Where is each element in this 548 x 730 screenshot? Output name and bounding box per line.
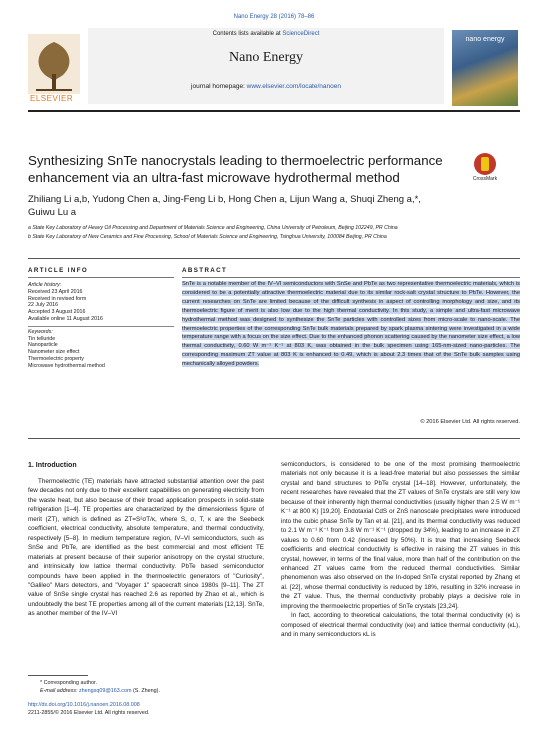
abstract-body — [182, 280, 520, 369]
issn-line: 2211-2855/© 2016 Elsevier Ltd. All rights reserved. — [28, 709, 150, 716]
keywords-label: Keywords: — [28, 328, 53, 335]
crossmark-icon — [474, 153, 496, 175]
abstract-text[interactable]: SnTe is a notable member of the IV–VI semiconductors with SnSe and PbTe as two representative thermoelectric materials, which is considered to be a potentially attractive thermoelectric material due to its similar rock-salt crystal structure to PbTe. However, the current researches on SnTe are limited because of the difficult synthesis in aspect of controlling morphology and size, and its thermoelectric figure of merit is also low due to the high thermal conductivity. In this study, a simple and ultra-fast microwave hydrothermal method was designed to synthesize the SnTe particles with controlled sizes from micro-scale to nano-scale. The thermoelectric properties of the corresponding SnTe bulk materials prepared by spark plasma sintering were investigated in a wide temperature range with a focus on the size effect. Due to the enhanced phonon scattering caused by the nanometer size effect, a low thermal conductivity, 0.60 W m⁻¹ K⁻¹ at 803 K, was obtained in the bulk specimen using 165-nm-sized nano-particles. The corresponding maximum ZT value at 803 K is enhanced to 0.49, which is about 2.3 times that of the SnTe bulk samples using mechanically alloyed powders. — [182, 281, 520, 368]
doi-link[interactable]: http://dx.doi.org/10.1016/j.nanoen.2016.08.008 — [28, 702, 140, 708]
sciencedirect-link[interactable]: ScienceDirect — [282, 31, 320, 37]
article-title: Synthesizing SnTe nanocrystals leading to thermoelectric performance enhancement via an ultra-fast microwave hydrothermal method — [28, 153, 443, 185]
crossmark-badge[interactable] — [470, 153, 500, 182]
cover-title: nano energy — [465, 36, 505, 43]
history-item: Received in revised form — [28, 295, 87, 302]
keyword[interactable]: Nanometer size effect — [28, 349, 80, 356]
section-heading-introduction: 1. Introduction — [28, 462, 77, 469]
email-link[interactable]: zhengsq09@163.com — [78, 687, 132, 694]
footnote — [40, 680, 260, 696]
authors-line-2[interactable]: Guiwu Lu a — [28, 207, 77, 218]
affiliations — [28, 224, 508, 241]
history-item: 22 July 2016 — [28, 302, 59, 309]
divider — [28, 277, 174, 278]
keyword[interactable]: Nanoparticle — [28, 342, 58, 349]
divider — [182, 277, 520, 278]
crossmark-label: CrossMark — [472, 176, 498, 182]
corresponding-author-note: * Corresponding author. — [40, 680, 97, 686]
article-info — [28, 282, 174, 370]
footnote-divider — [28, 675, 88, 676]
affiliation-a: a State Key Laboratory of Heavy Oil Processing and Department of Materials Science and Engineering, China University of Petroleum, Beijing 102249, PR China — [28, 225, 398, 231]
history-label: Article history: — [28, 282, 62, 288]
article-info-heading: ARTICLE INFO — [28, 267, 89, 274]
keyword[interactable]: Microwave hydrothermal method — [28, 362, 105, 369]
journal-header-box — [88, 28, 444, 104]
journal-masthead — [28, 28, 520, 112]
abstract-heading: ABSTRACT — [182, 267, 228, 274]
elsevier-tree-logo-icon — [28, 34, 80, 94]
keyword[interactable]: Tin telluride — [28, 335, 56, 342]
contents-line — [88, 31, 444, 37]
copyright-notice: © 2016 Elsevier Ltd. All rights reserved. — [420, 419, 520, 425]
journal-cover-thumbnail[interactable] — [452, 30, 518, 106]
author-list — [28, 193, 508, 219]
body-column-right — [281, 460, 520, 640]
paragraph: semiconductors, is considered to be one of the most promising thermoelectric materials not only because it is a lead-free material but also possesses the similar crystal and band structures to PbTe crystal [14–18]. However, unfortunately, the recent researches have revealed that the ZT values of SnTe crystals are still very low because of their inherently high thermal conductivities (usually higher than 2.5 W m⁻¹ K⁻¹ at 800 K) [19,20]. Endotaxial CdS or ZnS nanoscale precipitates were introduced into the cubic phase SnTe by Tan et al. [21], and its thermal conductivity was reduced to 2.1 W m⁻¹ K⁻¹ from 3.8 W m⁻¹ K⁻¹ (dropped by 34%), leading to an increase in ZT values to 0.60 from 0.42 (increased by 50%). It is true that increasing Seebeck coefficients and electrical conductivity is effective in raising the ZT values in this crystal, however, in terms of the final value, more than half of the contribution on the enhanced ZT values came from the reduced thermal conductivities. Similar phenomenon was also observed on the In-doped SnTe crystal reported by Zhang et al. [22], whose thermal conductivity is reduced by 18%, resulting in 32% increase in the ZT value. Thus, the thermal conductivity probably plays a decisive role in improving the thermoelectric properties of SnTe crystals [23,24]. — [281, 461, 520, 610]
divider — [28, 438, 520, 439]
divider — [28, 258, 520, 259]
journal-homepage-line — [88, 83, 444, 90]
divider — [28, 326, 174, 327]
paragraph: Thermoelectric (TE) materials have attracted substantial attention over the past few decades not only due to their excellent capabilities on generating electricity from the waste heat, but also because of their broad application prospects in solid-state refrigeration [1–4]. TE properties are characterized by the dimensionless figure of merit (ZT), which is defined as ZT=S²σT/κ, where S, σ, T, κ are the Seebeck coefficient, electrical conductivity, absolute temperature, and thermal conductivity, respectively [5–8]. In medium temperature region, IV–VI semiconductors, such as SnSe and PbTe, are identified as the best commercial and most efficient TE materials at present because of their superior anisotropy on the crystal structure, and intrinsically low lattice thermal conductivity. PbTe based semiconductor compounds have been applied in the thermoelectric generators of "Curiosity", "Galileo" Mars detectors, and "Voyager 1" spacecraft since 1980s [9–11]. The ZT value of SnSe single crystal has reached 2.6 as reported by Zhao et al., which is undoubtedly the best TE properties among all of the current materials [12,13]. SnTe, as another member of the IV–VI — [28, 478, 264, 618]
journal-title: Nano Energy — [229, 50, 303, 65]
paragraph: In fact, according to theoretical calculations, the total thermal conductivity (κ) is composed of electrical thermal conductivity (κe) and lattice thermal conductivity (κL), and in many semiconductors κL is — [281, 612, 520, 639]
publisher-name: ELSEVIER — [30, 94, 74, 103]
journal-reference[interactable]: Nano Energy 28 (2016) 78–86 — [233, 14, 315, 20]
email-line — [40, 688, 260, 696]
keyword[interactable]: Thermoelectric property — [28, 355, 84, 362]
authors-line-1[interactable]: Zhiliang Li a,b, Yudong Chen a, Jing-Feng Li b, Hong Chen a, Lijun Wang a, Shuqi Zheng a,*, — [28, 194, 421, 205]
affiliation-b: b State Key Laboratory of New Ceramics and Fine Processing, School of Materials Science and Engineering, Tsinghua University, 100084 Beijing, PR China — [28, 233, 387, 240]
history-item: Available online 11 August 2016 — [28, 315, 103, 322]
email-suffix: (S. Zheng). — [131, 687, 160, 694]
email-label: E-mail address: — [40, 687, 79, 694]
contents-prefix: Contents lists available at — [212, 31, 283, 37]
body-column-left — [28, 477, 264, 619]
homepage-prefix: journal homepage: — [191, 83, 247, 90]
doi-block — [28, 702, 268, 717]
history-item: Accepted 3 August 2016 — [28, 309, 86, 316]
homepage-link[interactable]: www.elsevier.com/locate/nanoen — [246, 83, 341, 90]
history-item: Received 23 April 2016 — [28, 288, 83, 295]
